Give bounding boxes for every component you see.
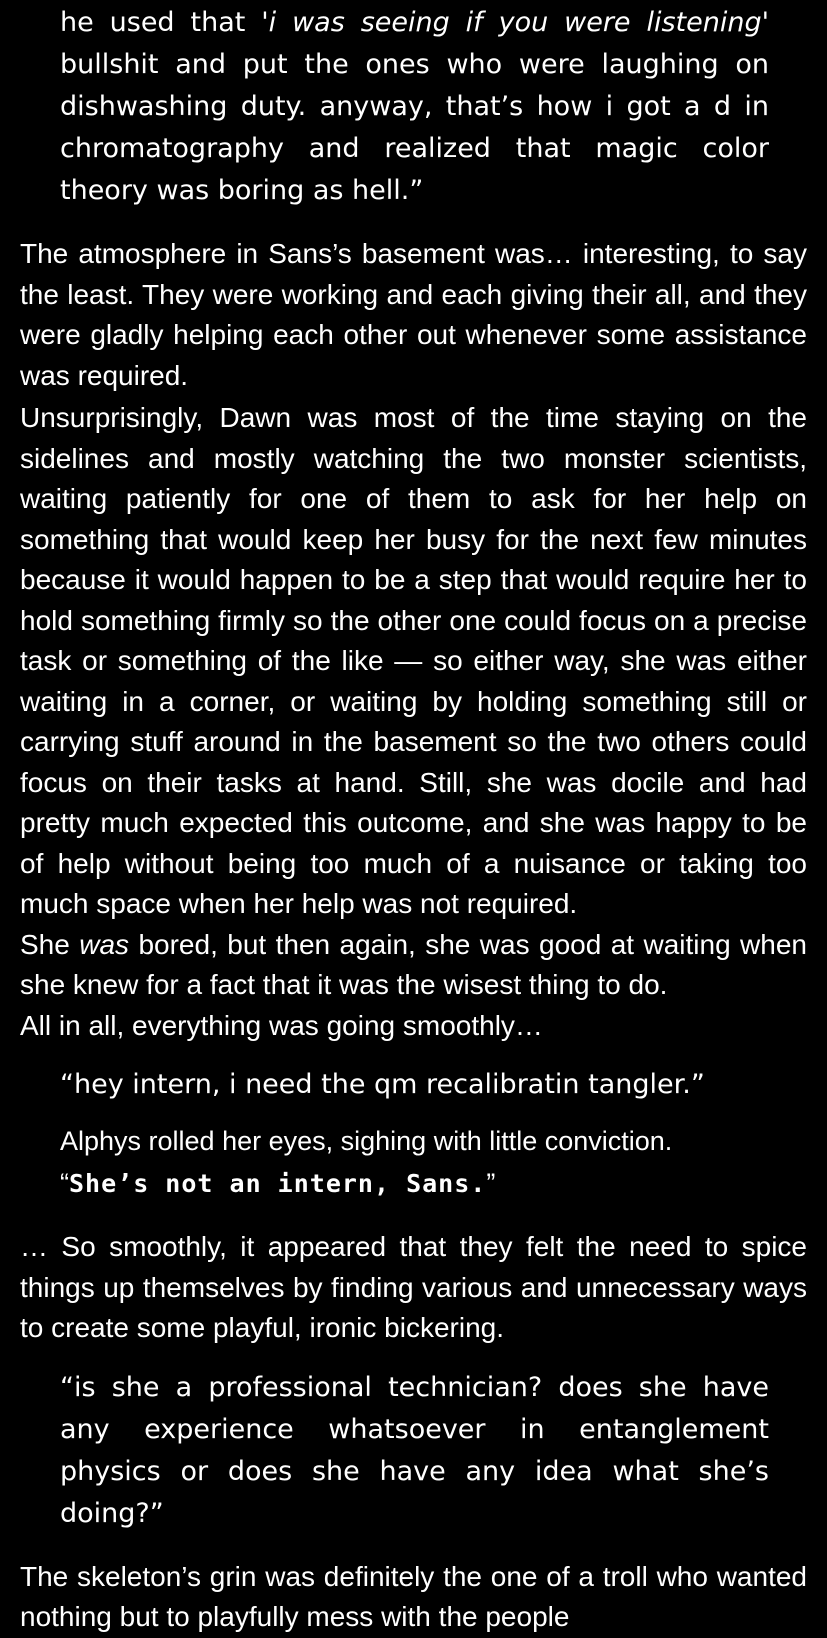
- quote-close: ”: [486, 1168, 496, 1198]
- paragraph-smoothly: All in all, everything was going smoothly…: [20, 1009, 543, 1041]
- alphys-speech: She’s not an intern, Sans.: [69, 1169, 487, 1198]
- paragraph-bickering: … So smoothly, it appeared that they felt the need to spice things up themselves by finding various and unnecessary ways to create some playful, ironic bickering.: [20, 1231, 807, 1343]
- paragraph-atmosphere: The atmosphere in Sans’s basement was… interesting, to say the least. They were working and each giving their all, and they were gladly helping each other out whenever some assistance was required.: [20, 238, 807, 391]
- paragraph-dawn-sidelines: Unsurprisingly, Dawn was most of the time staying on the sidelines and mostly watching the two monster scientists, waiting patiently for one of them to ask for her help on something that would keep her busy for the next few minutes because it would happen to be a step that would require her to hold something firmly so the other one could focus on a precise task or something of the like — so either way, she was either waiting in a corner, or waiting by holding something still or carrying stuff around in the basement so the two others could focus on their tasks at hand. Still, she was docile and had pretty much expected this outcome, and she was happy to be of help without being too much of a nuisance or taking too much space when her help was not required.: [20, 402, 807, 919]
- dialogue-text: he used that: [60, 7, 262, 38]
- alphys-narration: Alphys rolled her eyes, sighing with little conviction.: [60, 1126, 673, 1156]
- dialogue-text-rest: bullshit and put the ones who were laughing on dishwashing duty. anyway, that’s how i got a d in chromatography and realized that magic color theory was boring as hell.”: [60, 49, 769, 206]
- alphys-quote: [60, 1162, 769, 1205]
- paragraph-text-rest: bored, but then again, she was good at waiting when she knew for a fact that it was the wisest thing to do.: [20, 928, 807, 1000]
- dialogue-alphys: [60, 1120, 769, 1205]
- dialogue-intern-request: “hey intern, i need the qm recalibratin tangler.”: [60, 1069, 705, 1100]
- dialogue-technician: “is she a professional technician? does she have any experience whatsoever in entanglement physics or does she have any idea what she’s doing?”: [60, 1371, 769, 1529]
- dialogue-italic: 'i was seeing if you were listening': [261, 7, 770, 38]
- dialogue-sans-chromatography: [60, 2, 769, 212]
- paragraph-skeleton-grin: The skeleton’s grin was definitely the one of a troll who wanted nothing but to playfully mess with the people: [20, 1560, 807, 1632]
- paragraph-italic: was: [79, 928, 130, 960]
- paragraph-text: She: [20, 928, 80, 960]
- quote-open: “: [60, 1168, 69, 1198]
- paragraph-bored: [20, 925, 807, 1006]
